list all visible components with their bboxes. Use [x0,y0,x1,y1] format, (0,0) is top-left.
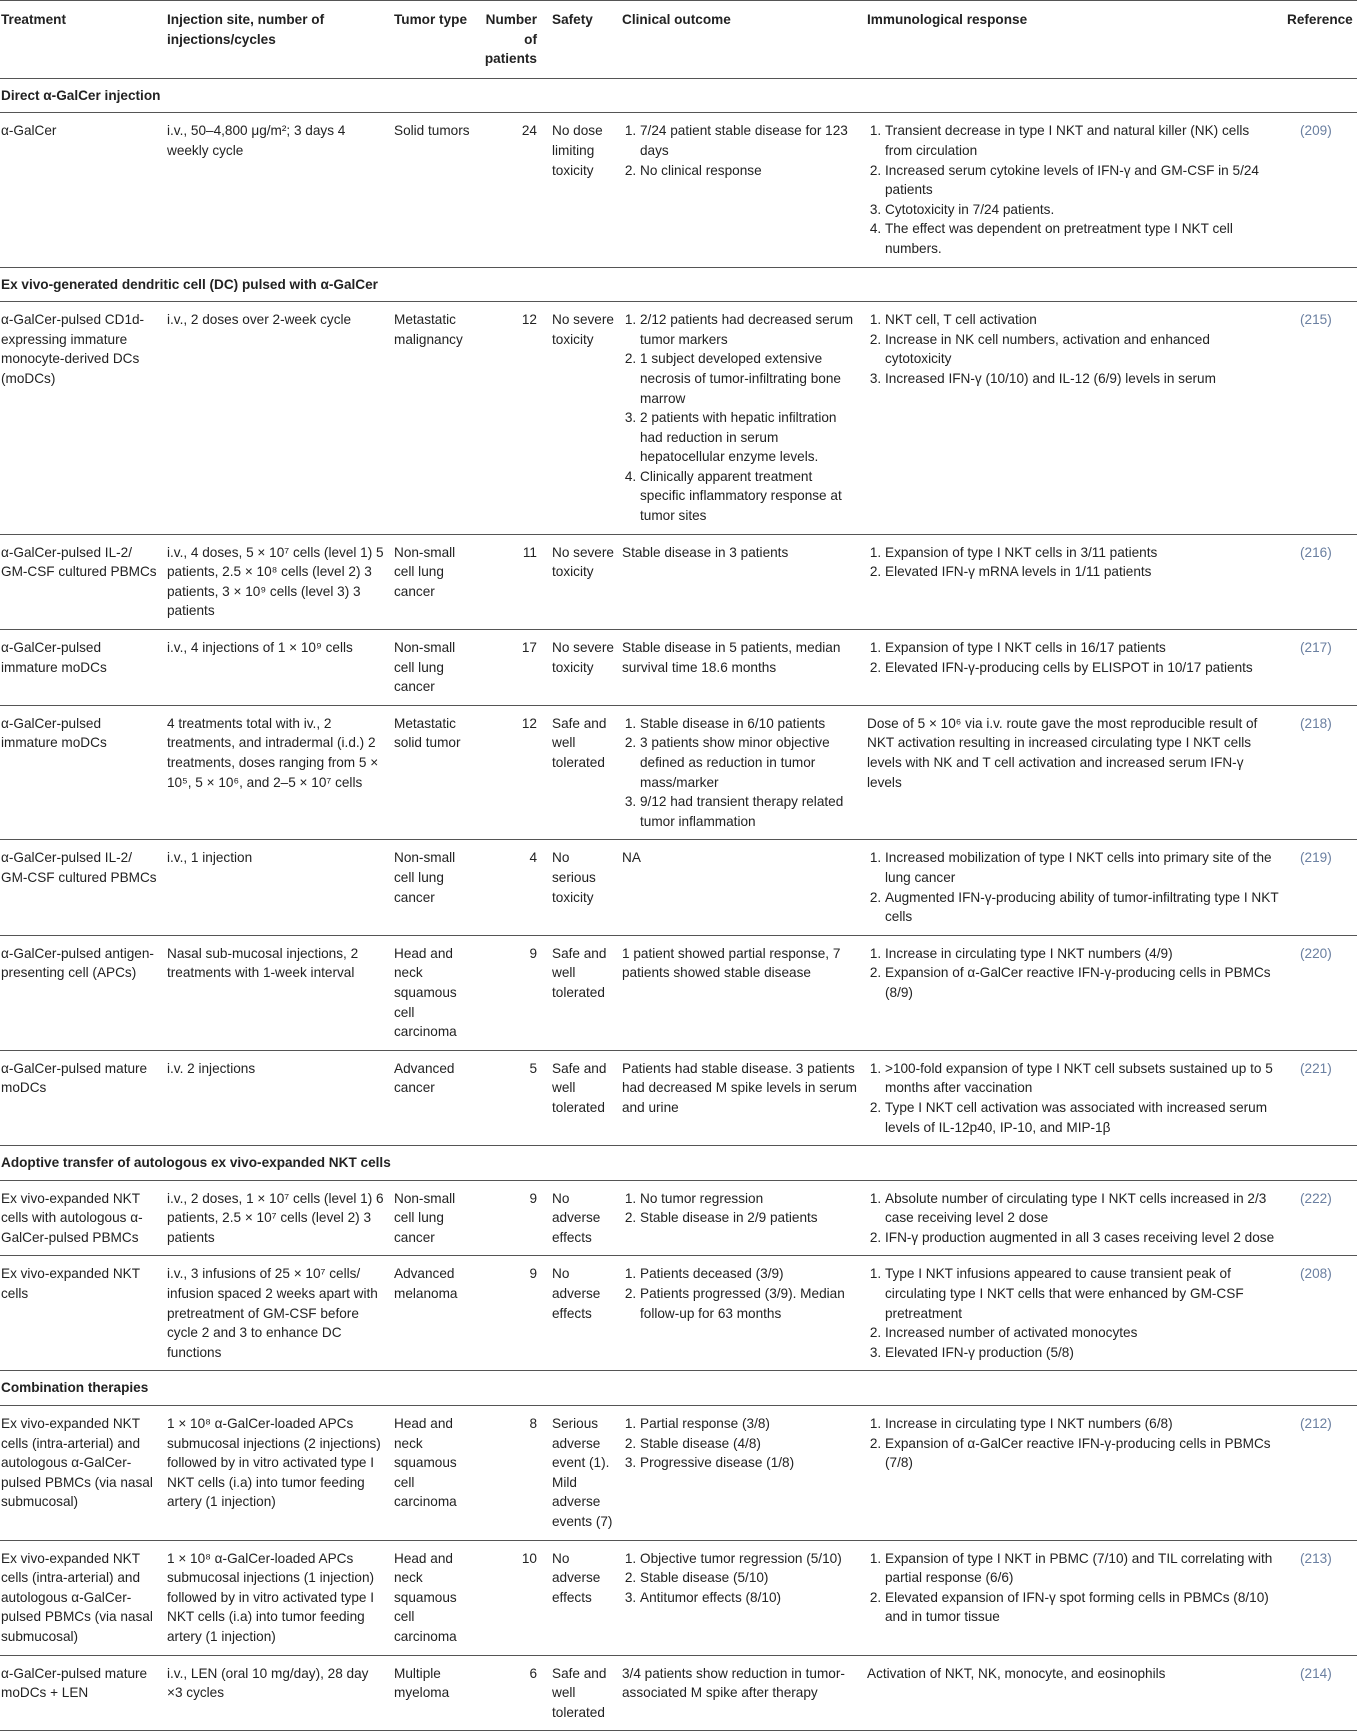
cell-treatment: α-GalCer-pulsed immature moDCs [0,630,166,706]
list-item: 2. Stable disease in 2/9 patients [640,1208,860,1228]
cell-clinical-outcome-text: 3/4 patients show reduction in tumor-associated M spike after therapy [622,1665,845,1701]
cell-tumor-type: Non-small cell lung cancer [393,840,481,935]
cell-immunological-response-text: Dose of 5 × 10⁶ via i.v. route gave the most reproducible result of NKT activation resulting in increased circulating type I NKT cells levels with NK and T cell activation and increased serum IFN-γ levels [867,715,1258,790]
list-item: 2. IFN-γ production augmented in all 3 cases receiving level 2 dose [885,1228,1280,1248]
table-row [0,1050,1357,1145]
cell-patients: 8 [481,1406,551,1541]
cell-injection: 4 treatments total with iv., 2 treatments, and intradermal (i.d.) 2 treatments, doses ranging from 5 × 10⁵, 5 × 10⁶, and 2–5 × 10⁷ cells [166,705,393,840]
cell-injection: 1 × 10⁸ α-GalCer-loaded APCs submucosal injections (1 injection) followed by in vitro activated type I NKT cells (i.a) into tumor feeding artery (1 injection) [166,1540,393,1655]
list-item: 2. Increased serum cytokine levels of IFN-γ and GM-CSF in 5/24 patients [885,161,1280,200]
table-row [0,1655,1357,1731]
cell-clinical-outcome [621,534,866,629]
cell-safety: Safe and well tolerated [551,935,621,1050]
cell-clinical-outcome-list [622,1189,860,1228]
col-header-immunological-response: Immunological response [866,1,1286,79]
cell-treatment: α-GalCer-pulsed antigen-presenting cell (APCs) [0,935,166,1050]
col-header-treatment: Treatment [0,1,166,79]
list-item: 2. Type I NKT cell activation was associated with increased serum levels of IL-12p40, IP-10, and MIP-1β [885,1098,1280,1137]
col-header-clinical-outcome: Clinical outcome [621,1,866,79]
cell-reference: (213) [1286,1540,1357,1655]
cell-immunological-response-list [867,848,1280,926]
cell-injection: 1 × 10⁸ α-GalCer-loaded APCs submucosal injections (2 injections) followed by in vitro activated type I NKT cells (i.a) into tumor feeding artery (1 injection) [166,1406,393,1541]
list-item: 1. >100-fold expansion of type I NKT cell subsets sustained up to 5 months after vaccination [885,1059,1280,1098]
cell-injection: i.v., 50–4,800 μg/m²; 3 days 4 weekly cycle [166,113,393,267]
cell-clinical-outcome [621,1655,866,1731]
cell-immunological-response [866,1256,1286,1371]
cell-immunological-response-list [867,543,1280,582]
cell-injection: i.v., 1 injection [166,840,393,935]
cell-reference: (214) [1286,1655,1357,1731]
list-item: 1. No tumor regression [640,1189,860,1209]
cell-clinical-outcome-list [622,1549,860,1608]
cell-treatment: Ex vivo-expanded NKT cells (intra-arterial) and autologous α-GalCer-pulsed PBMCs (via nasal submucosal) [0,1406,166,1541]
list-item: 2. Stable disease (5/10) [640,1568,860,1588]
cell-safety: No dose limiting toxicity [551,113,621,267]
cell-tumor-type: Head and neck squamous cell carcinoma [393,1406,481,1541]
list-item: 3. 9/12 had transient therapy related tumor inflammation [640,792,860,831]
section-title: Direct α-GalCer injection [0,78,1357,113]
table-row [0,1180,1357,1256]
list-item: 2. Increase in NK cell numbers, activation and enhanced cytotoxicity [885,330,1280,369]
list-item: 1. Stable disease in 6/10 patients [640,714,860,734]
list-item: 3. Elevated IFN-γ production (5/8) [885,1343,1280,1363]
cell-reference: (209) [1286,113,1357,267]
cell-clinical-outcome [621,1256,866,1371]
cell-injection: i.v., 2 doses, 1 × 10⁷ cells (level 1) 6 patients, 2.5 × 10⁷ cells (level 2) 3 patients [166,1180,393,1256]
cell-clinical-outcome [621,1406,866,1541]
cell-patients: 10 [481,1540,551,1655]
cell-safety: No adverse effects [551,1256,621,1371]
list-item: 2. Elevated IFN-γ mRNA levels in 1/11 patients [885,562,1280,582]
cell-reference: (219) [1286,840,1357,935]
cell-reference: (218) [1286,705,1357,840]
table-row [0,840,1357,935]
list-item: 2. Stable disease (4/8) [640,1434,860,1454]
cell-immunological-response [866,705,1286,840]
cell-immunological-response-list [867,1264,1280,1362]
list-item: 1. Objective tumor regression (5/10) [640,1549,860,1569]
cell-immunological-response-list [867,1549,1280,1627]
cell-treatment: Ex vivo-expanded NKT cells [0,1256,166,1371]
cell-tumor-type: Non-small cell lung cancer [393,1180,481,1256]
list-item: 2. No clinical response [640,161,860,181]
section-title: Ex vivo-generated dendritic cell (DC) pulsed with α-GalCer [0,267,1357,302]
list-item: 3. 2 patients with hepatic infiltration had reduction in serum hepatocellular enzyme levels. [640,408,860,467]
cell-patients: 6 [481,1655,551,1731]
col-header-injection: Injection site, number of injections/cycles [166,1,393,79]
list-item: 2. Elevated IFN-γ-producing cells by ELISPOT in 10/17 patients [885,658,1280,678]
section-row [0,267,1357,302]
cell-patients: 9 [481,935,551,1050]
cell-immunological-response [866,1050,1286,1145]
list-item: 3. Progressive disease (1/8) [640,1453,860,1473]
cell-immunological-response-list [867,1059,1280,1137]
cell-clinical-outcome [621,113,866,267]
table-row [0,935,1357,1050]
cell-reference: (221) [1286,1050,1357,1145]
cell-safety: Serious adverse event (1). Mild adverse events (7) [551,1406,621,1541]
cell-tumor-type: Head and neck squamous cell carcinoma [393,1540,481,1655]
section-title: Combination therapies [0,1371,1357,1406]
cell-tumor-type: Metastatic solid tumor [393,705,481,840]
cell-tumor-type: Advanced melanoma [393,1256,481,1371]
cell-immunological-response [866,1540,1286,1655]
cell-immunological-response [866,1406,1286,1541]
cell-patients: 24 [481,113,551,267]
cell-patients: 12 [481,705,551,840]
cell-reference: (208) [1286,1256,1357,1371]
cell-immunological-response-list [867,1414,1280,1473]
cell-clinical-outcome [621,302,866,535]
cell-immunological-response [866,840,1286,935]
cell-immunological-response [866,630,1286,706]
cell-treatment: α-GalCer-pulsed immature moDCs [0,705,166,840]
cell-treatment: α-GalCer-pulsed IL-2/ GM-CSF cultured PBMCs [0,840,166,935]
cell-safety: No adverse effects [551,1180,621,1256]
list-item: 1. Expansion of type I NKT in PBMC (7/10) and TIL correlating with partial response (6/6) [885,1549,1280,1588]
cell-immunological-response [866,935,1286,1050]
cell-clinical-outcome-list [622,1264,860,1323]
table-row [0,534,1357,629]
cell-tumor-type: Metastatic malignancy [393,302,481,535]
list-item: 3. Cytotoxicity in 7/24 patients. [885,200,1280,220]
cell-injection: i.v. 2 injections [166,1050,393,1145]
table-row [0,302,1357,535]
section-row [0,78,1357,113]
section-row [0,1146,1357,1181]
list-item: 1. Expansion of type I NKT cells in 3/11 patients [885,543,1280,563]
cell-treatment: α-GalCer-pulsed mature moDCs + LEN [0,1655,166,1731]
list-item: 1. 7/24 patient stable disease for 123 days [640,121,860,160]
cell-immunological-response-list [867,1189,1280,1248]
cell-patients: 17 [481,630,551,706]
cell-immunological-response [866,113,1286,267]
cell-immunological-response [866,302,1286,535]
list-item: 1. Expansion of type I NKT cells in 16/17 patients [885,638,1280,658]
cell-patients: 4 [481,840,551,935]
cell-clinical-outcome [621,840,866,935]
cell-reference: (220) [1286,935,1357,1050]
cell-injection: Nasal sub-mucosal injections, 2 treatments with 1-week interval [166,935,393,1050]
list-item: 2. Elevated expansion of IFN-γ spot forming cells in PBMCs (8/10) and in tumor tissue [885,1588,1280,1627]
cell-treatment: α-GalCer [0,113,166,267]
list-item: 1. Increase in circulating type I NKT numbers (6/8) [885,1414,1280,1434]
list-item: 1. Type I NKT infusions appeared to cause transient peak of circulating type I NKT cells that were enhanced by GM-CSF pretreatment [885,1264,1280,1323]
cell-injection: i.v., 3 infusions of 25 × 10⁷ cells/ infusion spaced 2 weeks apart with pretreatment of GM-CSF before cycle 2 and 3 to enhance DC functions [166,1256,393,1371]
cell-injection: i.v., LEN (oral 10 mg/day), 28 day ×3 cycles [166,1655,393,1731]
list-item: 3. Antitumor effects (8/10) [640,1588,860,1608]
cell-patients: 5 [481,1050,551,1145]
cell-clinical-outcome-list [622,1414,860,1473]
col-header-tumor-type: Tumor type [393,1,481,79]
cell-immunological-response [866,1655,1286,1731]
cell-reference: (212) [1286,1406,1357,1541]
cell-treatment: Ex vivo-expanded NKT cells with autologous α-GalCer-pulsed PBMCs [0,1180,166,1256]
cell-clinical-outcome [621,1540,866,1655]
cell-safety: No severe toxicity [551,534,621,629]
list-item: 1. 2/12 patients had decreased serum tumor markers [640,310,860,349]
cell-injection: i.v., 4 injections of 1 × 10⁹ cells [166,630,393,706]
col-header-patients: Number of patients [481,1,551,79]
cell-clinical-outcome [621,630,866,706]
cell-clinical-outcome-text: NA [622,850,641,866]
cell-tumor-type: Head and neck squamous cell carcinoma [393,935,481,1050]
list-item: 2. 3 patients show minor objective defined as reduction in tumor mass/marker [640,733,860,792]
cell-immunological-response-list [867,944,1280,1003]
cell-safety: Safe and well tolerated [551,1655,621,1731]
section-row [0,1371,1357,1406]
table-row [0,630,1357,706]
header-row [0,1,1357,79]
table-row [0,113,1357,267]
cell-immunological-response-list [867,638,1280,677]
cell-clinical-outcome-list [622,310,860,526]
cell-patients: 12 [481,302,551,535]
cell-clinical-outcome [621,935,866,1050]
col-header-reference: Reference [1286,1,1357,79]
table-row [0,1406,1357,1541]
cell-treatment: α-GalCer-pulsed CD1d-expressing immature monocyte-derived DCs (moDCs) [0,302,166,535]
list-item: 1. Partial response (3/8) [640,1414,860,1434]
cell-clinical-outcome-text: Stable disease in 5 patients, median survival time 18.6 months [622,640,841,675]
cell-immunological-response-text: Activation of NKT, NK, monocyte, and eosinophils [867,1665,1166,1681]
cell-patients: 11 [481,534,551,629]
cell-clinical-outcome-list [622,121,860,180]
list-item: 2. 1 subject developed extensive necrosis of tumor-infiltrating bone marrow [640,349,860,408]
cell-immunological-response [866,1180,1286,1256]
cell-safety: Safe and well tolerated [551,705,621,840]
cell-clinical-outcome-text: Stable disease in 3 patients [622,544,789,560]
cell-tumor-type: Advanced cancer [393,1050,481,1145]
col-header-safety: Safety [551,1,621,79]
cell-tumor-type: Multiple myeloma [393,1655,481,1731]
cell-clinical-outcome [621,1050,866,1145]
section-title: Adoptive transfer of autologous ex vivo-expanded NKT cells [0,1146,1357,1181]
table-body [0,78,1357,1731]
cell-injection: i.v., 4 doses, 5 × 10⁷ cells (level 1) 5 patients, 2.5 × 10⁸ cells (level 2) 3 patients, 3 × 10⁹ cells (level 3) 3 patients [166,534,393,629]
cell-treatment: α-GalCer-pulsed mature moDCs [0,1050,166,1145]
cell-reference: (216) [1286,534,1357,629]
list-item: 2. Increased number of activated monocytes [885,1323,1280,1343]
cell-safety: No adverse effects [551,1540,621,1655]
list-item: 1. Absolute number of circulating type I NKT cells increased in 2/3 case receiving level 2 dose [885,1189,1280,1228]
cell-immunological-response-list [867,310,1280,388]
cell-immunological-response-list [867,121,1280,258]
cell-treatment: α-GalCer-pulsed IL-2/ GM-CSF cultured PBMCs [0,534,166,629]
list-item: 1. NKT cell, T cell activation [885,310,1280,330]
cell-reference: (222) [1286,1180,1357,1256]
list-item: 1. Patients deceased (3/9) [640,1264,860,1284]
list-item: 4. The effect was dependent on pretreatment type I NKT cell numbers. [885,219,1280,258]
cell-safety: No severe toxicity [551,302,621,535]
cell-clinical-outcome-text: Patients had stable disease. 3 patients had decreased M spike levels in serum and urine [622,1060,857,1115]
cell-patients: 9 [481,1256,551,1371]
list-item: 2. Patients progressed (3/9). Median follow-up for 63 months [640,1284,860,1323]
cell-treatment: Ex vivo-expanded NKT cells (intra-arterial) and autologous α-GalCer-pulsed PBMCs (via nasal submucosal) [0,1540,166,1655]
cell-safety: No serious toxicity [551,840,621,935]
cell-safety: Safe and well tolerated [551,1050,621,1145]
cell-safety: No severe toxicity [551,630,621,706]
list-item: 2. Augmented IFN-γ-producing ability of tumor-infiltrating type I NKT cells [885,888,1280,927]
table-row [0,1256,1357,1371]
list-item: 3. Increased IFN-γ (10/10) and IL-12 (6/9) levels in serum [885,369,1280,389]
list-item: 2. Expansion of α-GalCer reactive IFN-γ-producing cells in PBMCs (8/9) [885,963,1280,1002]
cell-clinical-outcome [621,1180,866,1256]
cell-tumor-type: Non-small cell lung cancer [393,534,481,629]
cell-reference: (215) [1286,302,1357,535]
list-item: 1. Increase in circulating type I NKT numbers (4/9) [885,944,1280,964]
cell-clinical-outcome-list [622,714,860,832]
cell-clinical-outcome-text: 1 patient showed partial response, 7 patients showed stable disease [622,945,841,981]
cell-clinical-outcome [621,705,866,840]
cell-patients: 9 [481,1180,551,1256]
table-row [0,1540,1357,1655]
list-item: 2. Expansion of α-GalCer reactive IFN-γ-producing cells in PBMCs (7/8) [885,1434,1280,1473]
cell-reference: (217) [1286,630,1357,706]
table-row [0,705,1357,840]
cell-tumor-type: Non-small cell lung cancer [393,630,481,706]
list-item: 4. Clinically apparent treatment specific inflammatory response at tumor sites [640,467,860,526]
cell-tumor-type: Solid tumors [393,113,481,267]
list-item: 1. Transient decrease in type I NKT and natural killer (NK) cells from circulation [885,121,1280,160]
list-item: 1. Increased mobilization of type I NKT cells into primary site of the lung cancer [885,848,1280,887]
cell-immunological-response [866,534,1286,629]
cell-injection: i.v., 2 doses over 2-week cycle [166,302,393,535]
